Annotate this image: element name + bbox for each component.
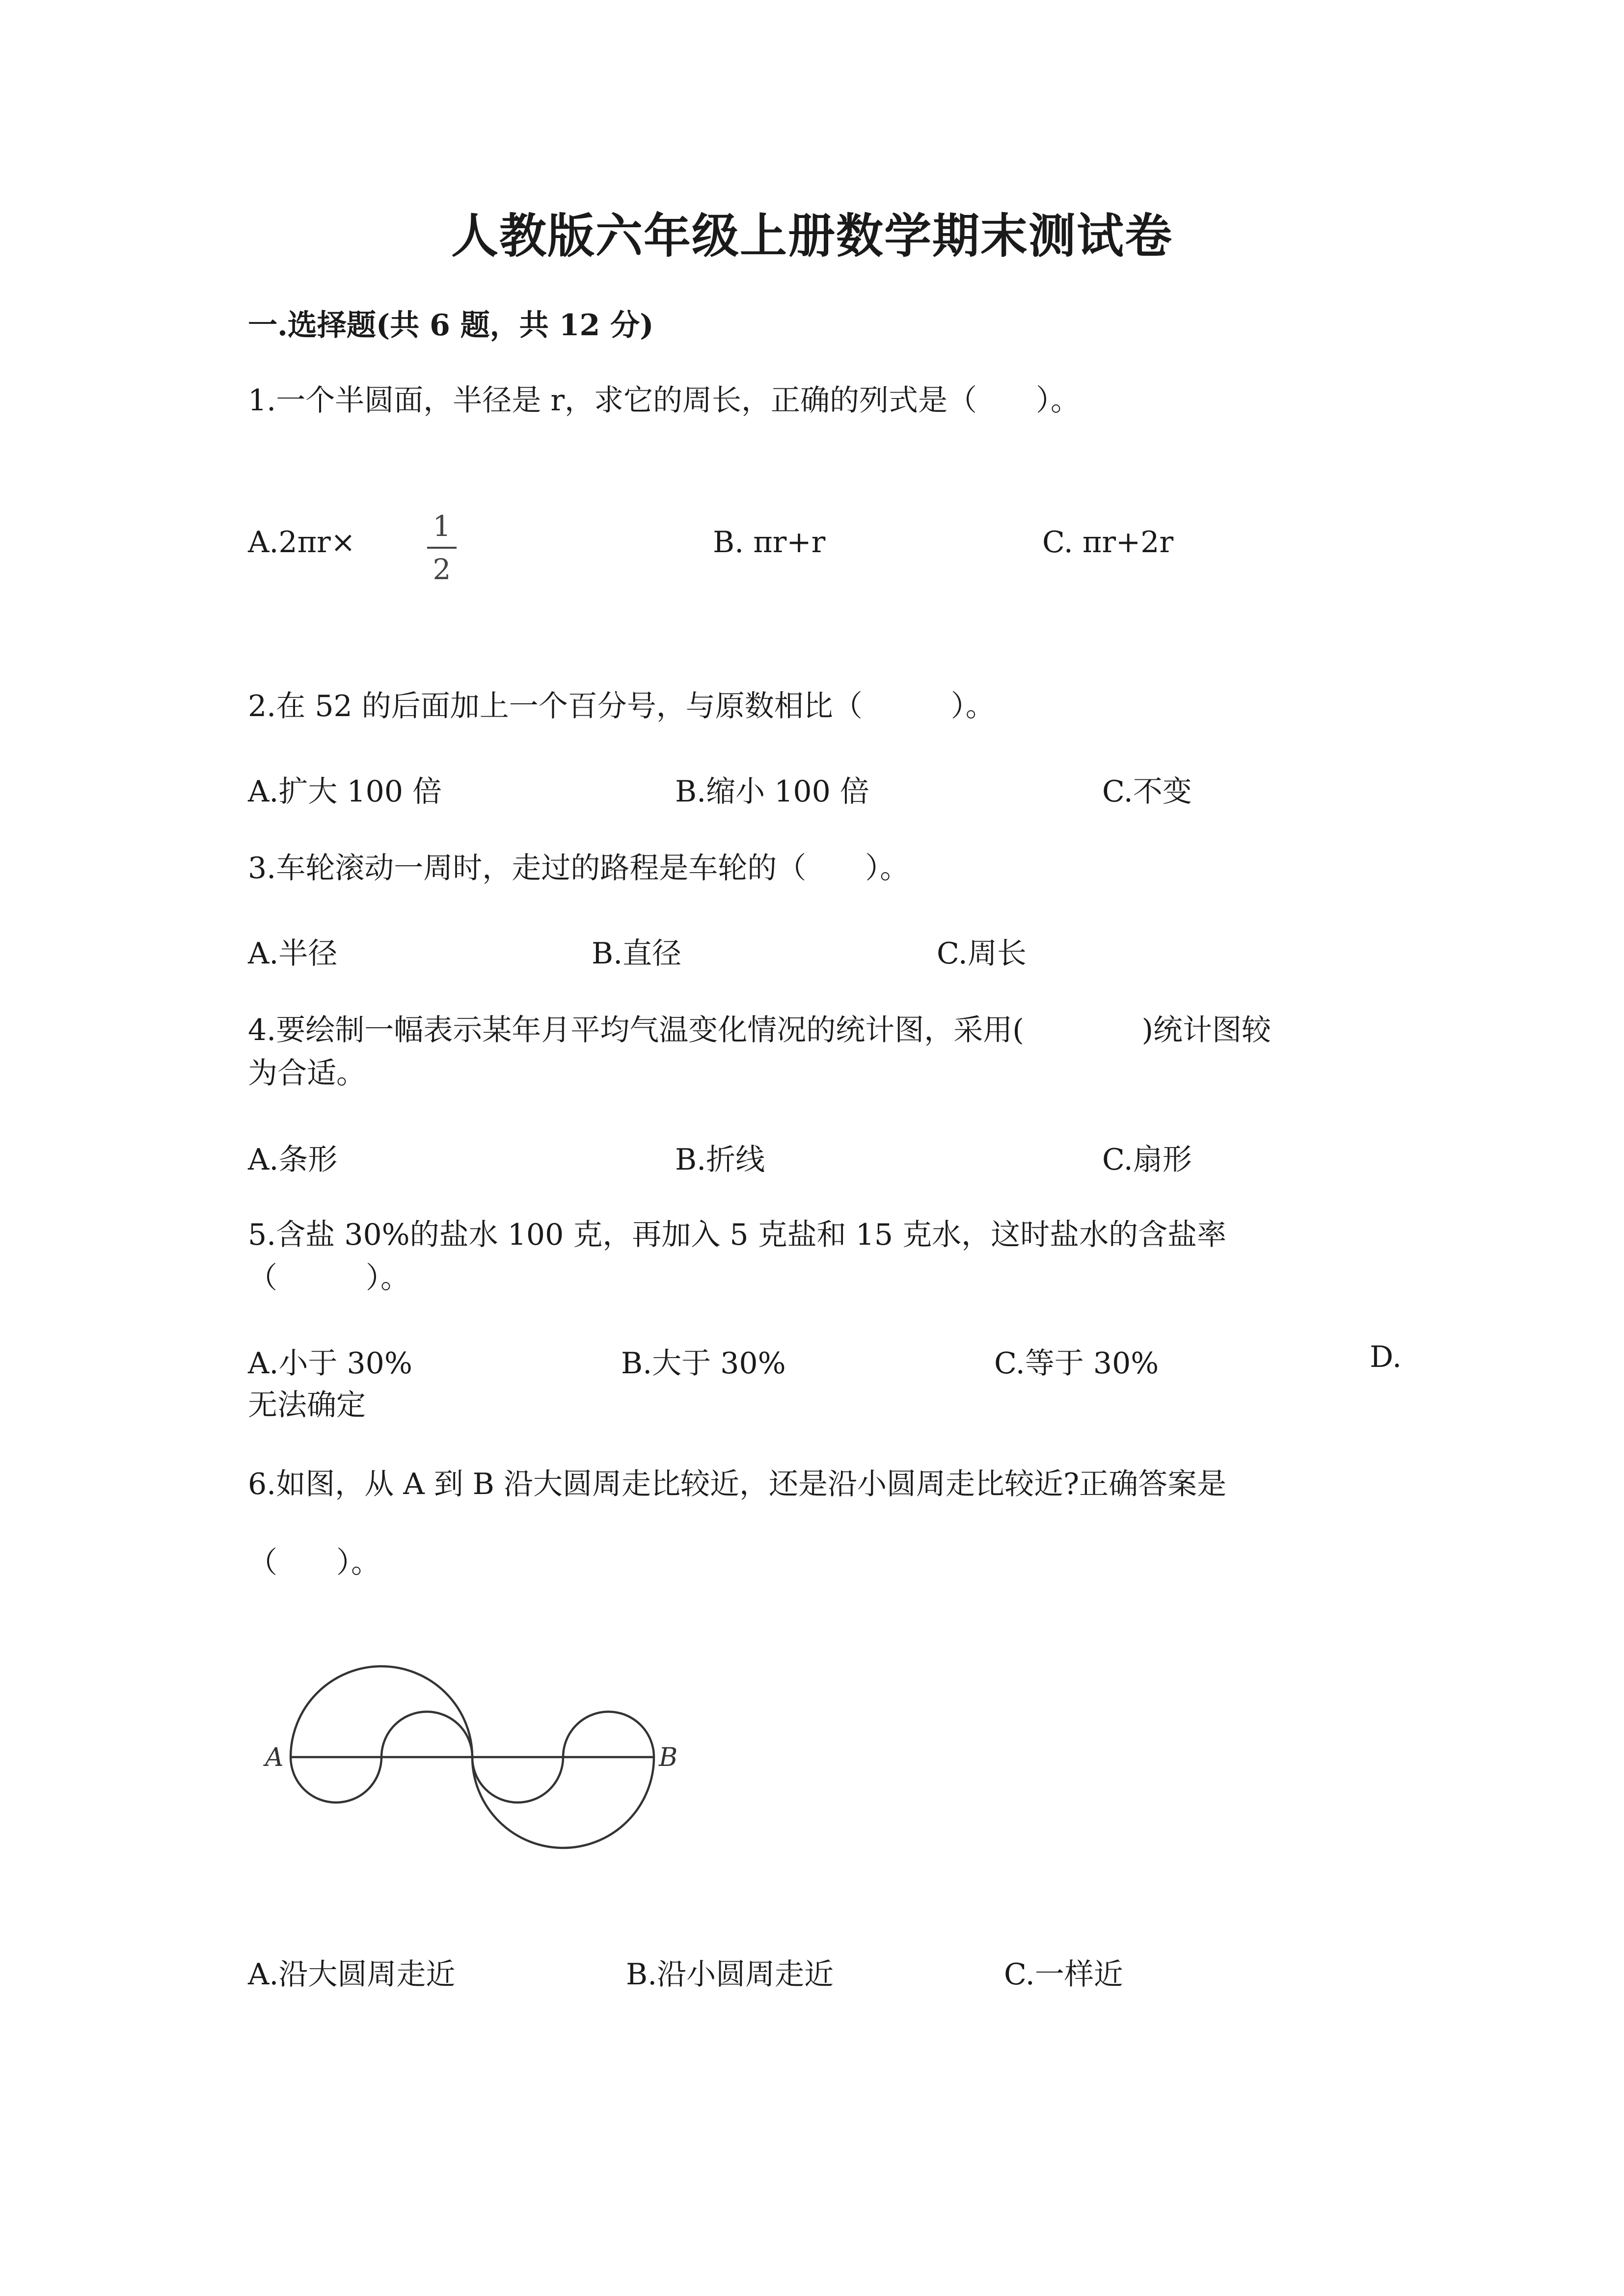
label-a: A <box>265 1743 284 1772</box>
small-arc-1 <box>291 1757 381 1803</box>
question-4-option-c: C.扇形 <box>1102 1143 1192 1177</box>
question-4-option-a: A.条形 <box>248 1143 338 1177</box>
small-arc-2 <box>381 1712 472 1758</box>
fraction-denominator: 2 <box>433 553 451 586</box>
question-3-option-a: A.半径 <box>248 936 338 971</box>
question-5-text-line2: （ ）。 <box>248 1261 410 1295</box>
fraction-one-half <box>427 510 457 585</box>
question-5-option-a: A.小于 30% <box>248 1346 412 1381</box>
question-6-option-c: C.一样近 <box>1004 1957 1123 1992</box>
fraction-numerator: 1 <box>433 509 451 543</box>
question-3-text: 3.车轮滚动一周时，走过的路程是车轮的（ ）。 <box>248 851 910 885</box>
circle-path-diagram <box>255 1647 697 1872</box>
question-3-option-c: C.周长 <box>937 936 1027 971</box>
question-6-text-line1: 6.如图，从 A 到 B 沿大圆周走比较近，还是沿小圆周走比较近?正确答案是 <box>248 1467 1227 1501</box>
question-5-option-b: B.大于 30% <box>621 1346 786 1381</box>
question-4-option-b: B.折线 <box>675 1143 765 1177</box>
question-4-text-line2: 为合适。 <box>248 1056 366 1091</box>
question-6-text-line2: （ ）。 <box>248 1546 380 1580</box>
question-6-option-b: B.沿小圆周走近 <box>626 1957 834 1992</box>
fraction-bar <box>427 547 457 549</box>
question-1-text: 1.一个半圆面，半径是 r，求它的周长，正确的列式是（ ）。 <box>248 383 1080 418</box>
question-6-option-a: A.沿大圆周走近 <box>248 1957 456 1992</box>
large-arc-lower <box>472 1757 654 1848</box>
question-4-text-line1: 4.要绘制一幅表示某年月平均气温变化情况的统计图，采用( )统计图较 <box>248 1013 1272 1047</box>
question-2-option-c: C.不变 <box>1102 774 1192 809</box>
small-arc-4 <box>563 1712 654 1758</box>
question-2-option-b: B.缩小 100 倍 <box>675 774 869 809</box>
question-1-option-b: B. πr+r <box>713 525 826 560</box>
question-2-option-a: A.扩大 100 倍 <box>248 774 442 809</box>
circle-path-figure <box>255 1647 697 1874</box>
question-2-text: 2.在 52 的后面加上一个百分号，与原数相比（ ）。 <box>248 689 995 723</box>
question-1-option-a: A.2πr× <box>248 525 355 560</box>
label-b: B <box>659 1743 678 1772</box>
question-1-option-c: C. πr+2r <box>1042 525 1174 560</box>
small-arc-3 <box>472 1757 563 1803</box>
page-title: 人教版六年级上册数学期末测试卷 <box>451 208 1173 264</box>
question-5-text-line1: 5.含盐 30%的盐水 100 克，再加入 5 克盐和 15 克水，这时盐水的含盐率 <box>248 1218 1227 1252</box>
section-heading: 一.选择题(共 6 题，共 12 分) <box>248 308 654 343</box>
question-5-option-d: D. <box>1370 1340 1402 1374</box>
question-5-option-c: C.等于 30% <box>994 1346 1159 1381</box>
question-5-option-d-text: 无法确定 <box>248 1388 366 1422</box>
large-arc-upper <box>291 1666 472 1757</box>
question-3-option-b: B.直径 <box>592 936 682 971</box>
